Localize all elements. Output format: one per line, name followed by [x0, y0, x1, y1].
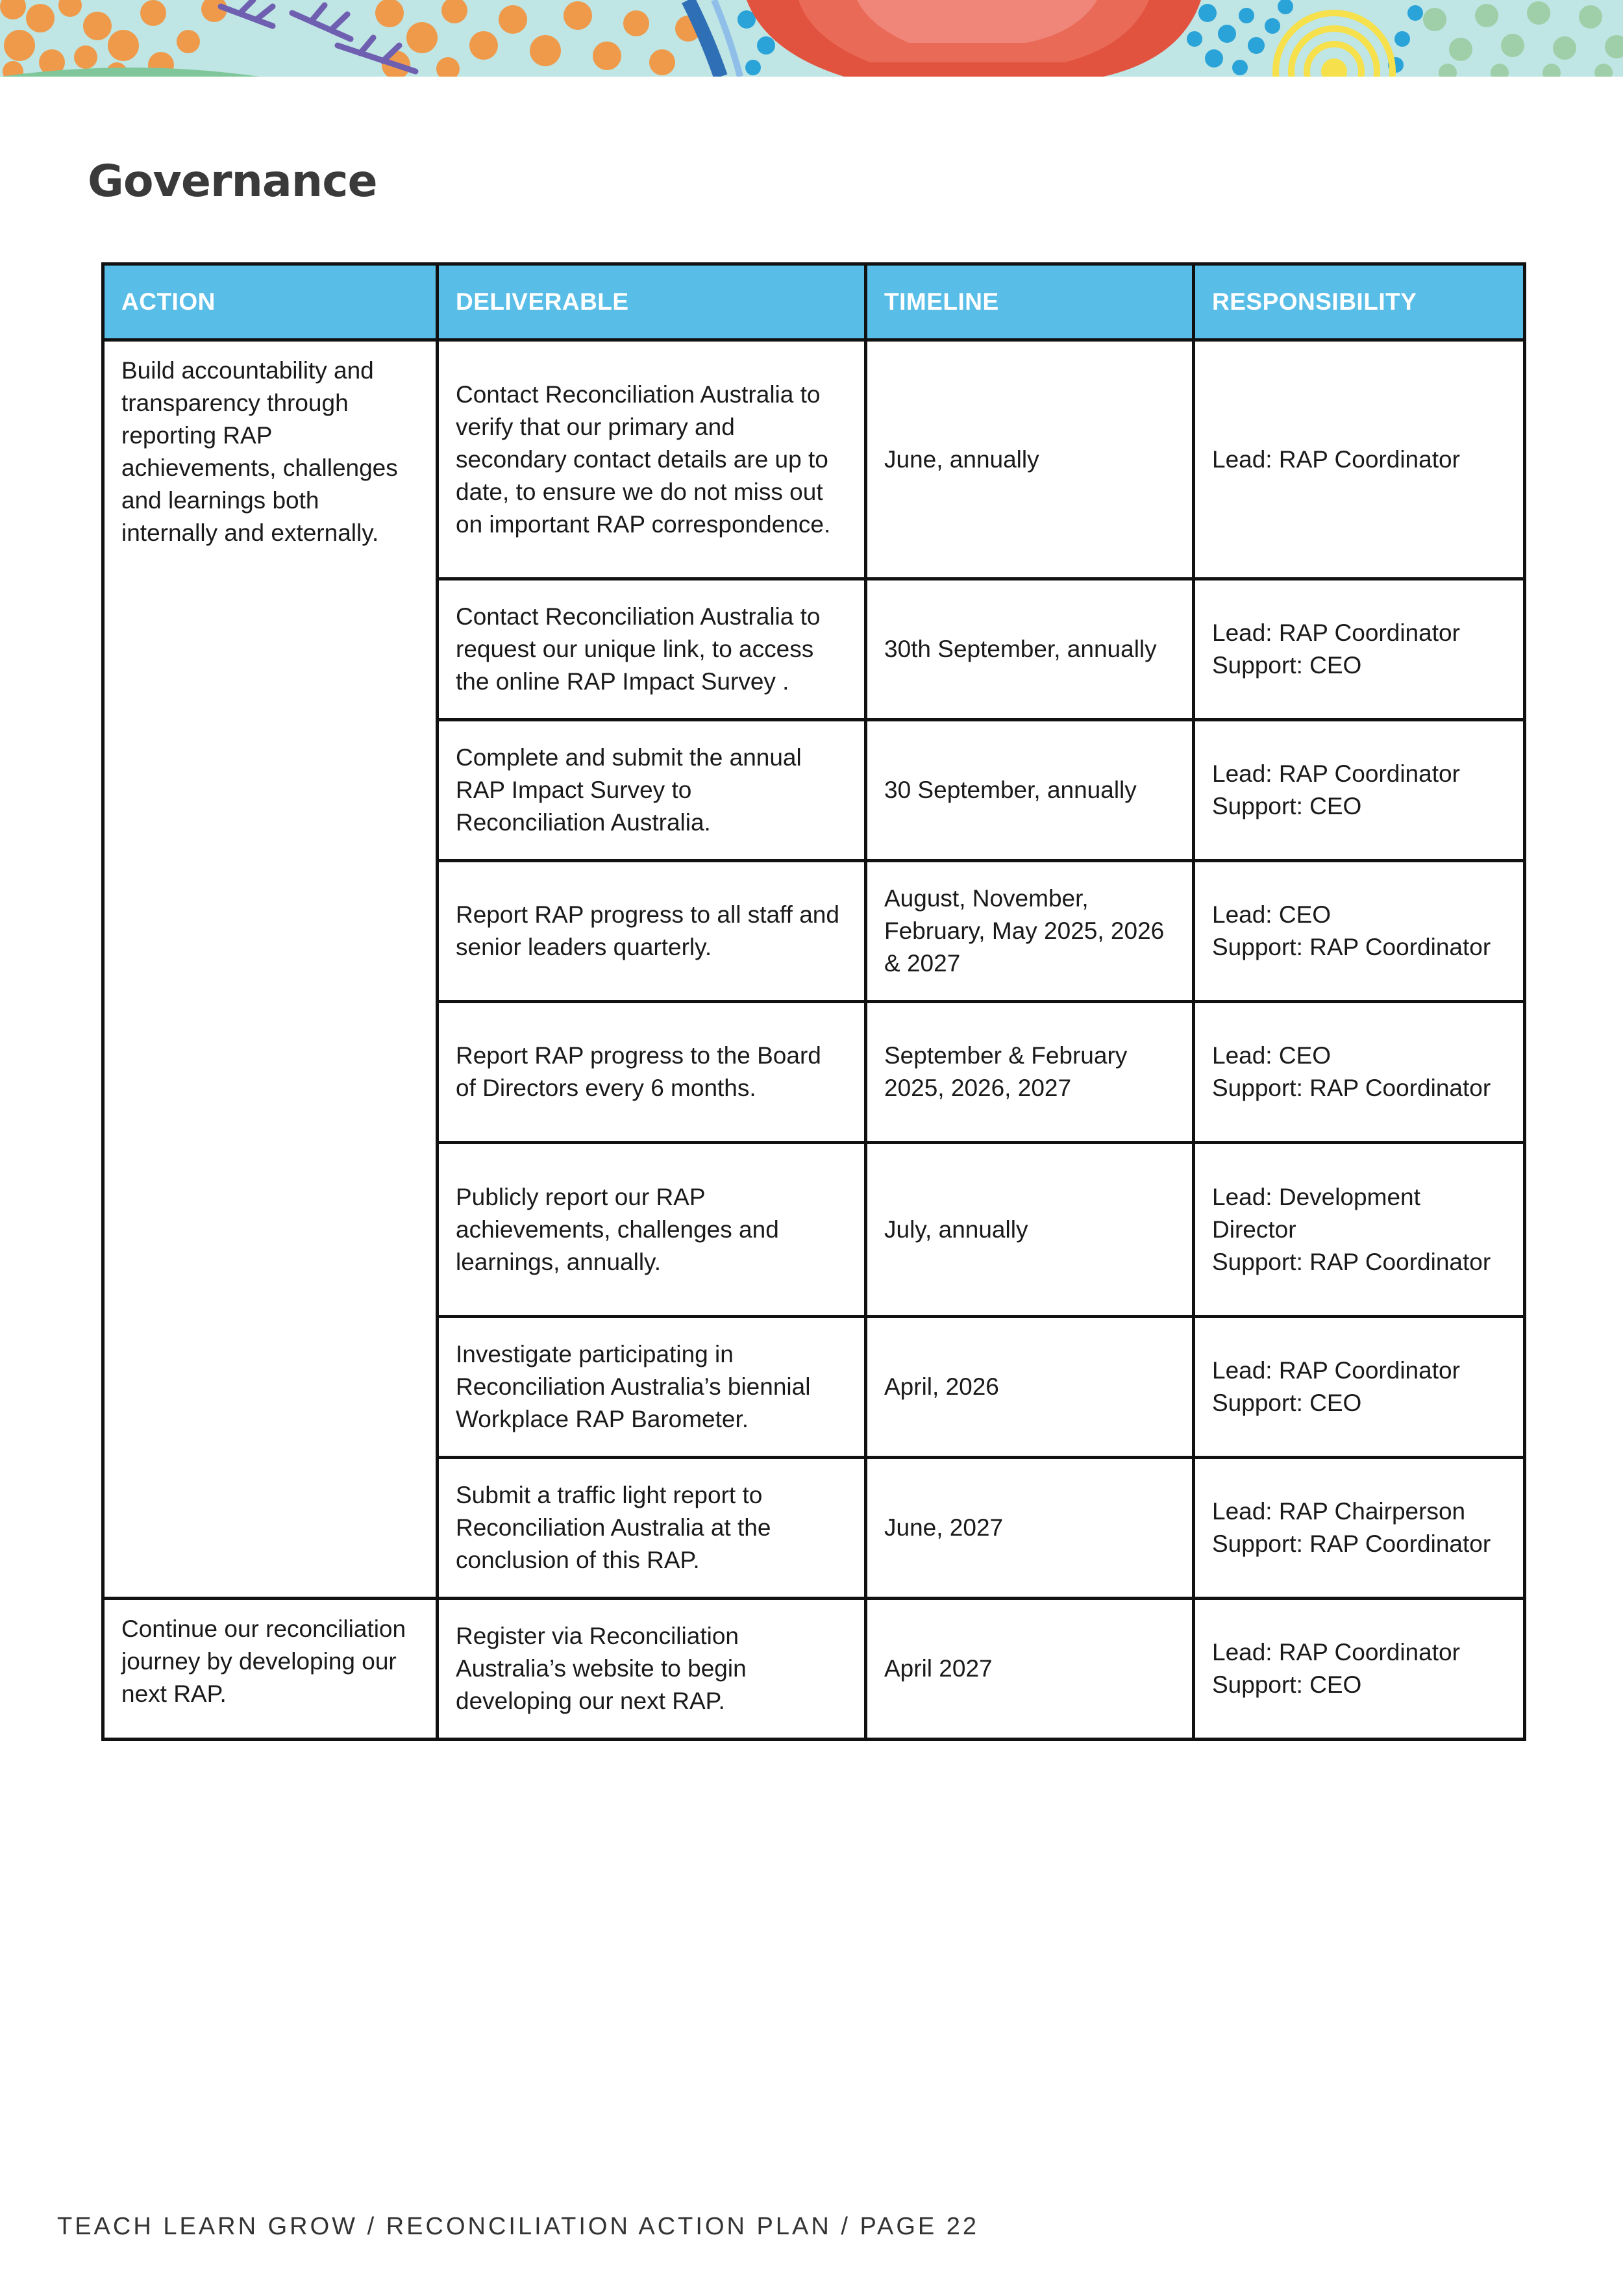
table-row: [103, 340, 1525, 579]
responsibility-cell: [1194, 720, 1525, 861]
responsibility-support: Support: RAP Coordinator: [1212, 1075, 1491, 1101]
responsibility-cell: [1194, 1002, 1525, 1143]
timeline-cell: June, 2027: [866, 1458, 1194, 1599]
timeline-cell: August, November, February, May 2025, 2026 & 2027: [866, 861, 1194, 1002]
column-header-timeline: TIMELINE: [866, 264, 1194, 340]
responsibility-cell: [1194, 579, 1525, 720]
responsibility-support: Support: RAP Coordinator: [1212, 934, 1491, 960]
timeline-cell: June, annually: [866, 340, 1194, 579]
governance-table: [101, 262, 1526, 1741]
responsibility-lead: Lead: Development Director: [1212, 1183, 1420, 1243]
responsibility-support: Support: RAP Coordinator: [1212, 1530, 1491, 1557]
page-footer: TEACH LEARN GROW / RECONCILIATION ACTION PLAN / PAGE 22: [57, 2213, 980, 2240]
responsibility-lead: Lead: RAP Coordinator: [1212, 760, 1460, 787]
responsibility-support: Support: RAP Coordinator: [1212, 1248, 1491, 1275]
responsibility-lead: Lead: RAP Chairperson: [1212, 1498, 1466, 1525]
aboriginal-art-banner-image: [0, 0, 1623, 77]
column-header-responsibility: RESPONSIBILITY: [1194, 264, 1525, 340]
deliverable-cell: Investigate participating in Reconciliation Australia’s biennial Workplace RAP Barometer.: [438, 1317, 866, 1458]
action-cell: Build accountability and transparency through reporting RAP achievements, challenges and learnings both internally and externally.: [103, 340, 438, 1599]
column-header-action: ACTION: [103, 264, 438, 340]
decorative-banner: [0, 0, 1623, 77]
deliverable-cell: Complete and submit the annual RAP Impact Survey to Reconciliation Australia.: [438, 720, 866, 861]
responsibility-lead: Lead: RAP Coordinator: [1212, 619, 1460, 646]
responsibility-cell: [1194, 1143, 1525, 1317]
responsibility-support: Support: CEO: [1212, 1390, 1362, 1416]
responsibility-support: Support: CEO: [1212, 1671, 1362, 1698]
deliverable-cell: Contact Reconciliation Australia to verify that our primary and secondary contact details are up to date, to ensure we do not miss out on important RAP correspondence.: [438, 340, 866, 579]
responsibility-support: Support: CEO: [1212, 793, 1362, 819]
responsibility-lead: Lead: CEO: [1212, 901, 1332, 928]
responsibility-lead: Lead: RAP Coordinator: [1212, 1639, 1460, 1666]
deliverable-cell: Report RAP progress to the Board of Directors every 6 months.: [438, 1002, 866, 1143]
responsibility-cell: [1194, 340, 1525, 579]
table-row: [103, 1599, 1525, 1740]
table-header-row: [103, 264, 1525, 340]
page-title: Governance: [88, 156, 377, 207]
responsibility-lead: Lead: CEO: [1212, 1042, 1332, 1069]
timeline-cell: 30th September, annually: [866, 579, 1194, 720]
deliverable-cell: Contact Reconciliation Australia to request our unique link, to access the online RAP Impact Survey .: [438, 579, 866, 720]
deliverable-cell: Publicly report our RAP achievements, challenges and learnings, annually.: [438, 1143, 866, 1317]
deliverable-cell: Submit a traffic light report to Reconciliation Australia at the conclusion of this RAP.: [438, 1458, 866, 1599]
action-cell: Continue our reconciliation journey by developing our next RAP.: [103, 1599, 438, 1740]
timeline-cell: April, 2026: [866, 1317, 1194, 1458]
timeline-cell: July, annually: [866, 1143, 1194, 1317]
responsibility-lead: Lead: RAP Coordinator: [1212, 445, 1460, 473]
responsibility-cell: [1194, 861, 1525, 1002]
timeline-cell: April 2027: [866, 1599, 1194, 1740]
responsibility-cell: [1194, 1458, 1525, 1599]
responsibility-lead: Lead: RAP Coordinator: [1212, 1357, 1460, 1384]
responsibility-cell: [1194, 1599, 1525, 1740]
timeline-cell: September & February 2025, 2026, 2027: [866, 1002, 1194, 1143]
column-header-deliverable: DELIVERABLE: [438, 264, 866, 340]
timeline-cell: 30 September, annually: [866, 720, 1194, 861]
responsibility-support: Support: CEO: [1212, 652, 1362, 679]
deliverable-cell: Report RAP progress to all staff and senior leaders quarterly.: [438, 861, 866, 1002]
responsibility-cell: [1194, 1317, 1525, 1458]
deliverable-cell: Register via Reconciliation Australia’s website to begin developing our next RAP.: [438, 1599, 866, 1740]
